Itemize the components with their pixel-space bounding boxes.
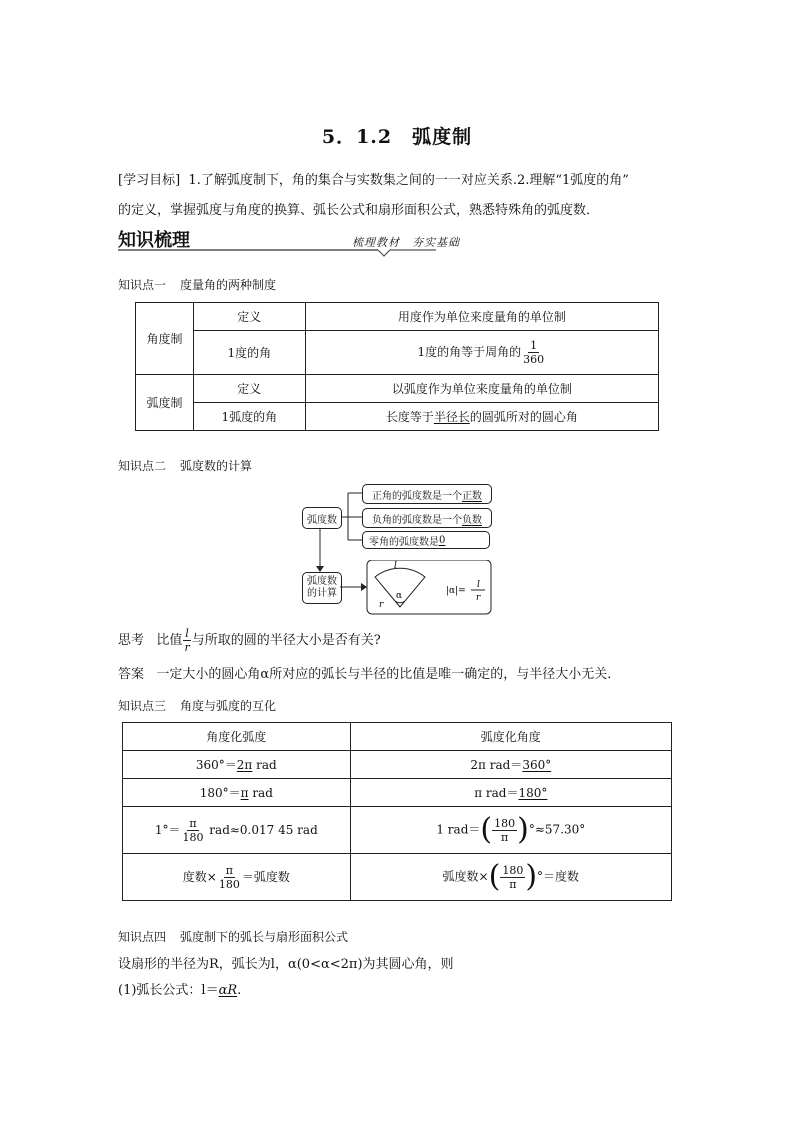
text-fragment: 与所取的圆的半径大小是否有关? [191,633,381,648]
left-paren: ( [480,812,493,847]
objectives-label: [学习目标] [118,173,181,188]
kp1-label: 知识点一 [118,278,167,292]
kp4-heading [118,928,348,945]
degree-system-cell: 角度制 [136,303,194,375]
think-label: 思考 [118,633,145,648]
fraction-numerator: 1 [530,339,538,352]
positive-angle-node [362,484,492,504]
table-cell [123,779,351,807]
arc-length-label: l [394,561,397,571]
fraction [217,864,242,891]
kp1-heading [118,276,276,293]
kp3-title: 角度与弧度的互化 [180,699,277,713]
text-fragment: 2π rad＝ [470,758,523,772]
right-paren: ) [525,859,538,894]
kp3-heading [118,697,276,714]
learning-objectives [118,166,678,226]
fraction [500,864,525,891]
formula-denominator: r [476,593,481,603]
text-fragment: 比值 [156,633,183,648]
radian-measure-node: 弧度数 [302,507,342,529]
table-cell [123,751,351,779]
underlined-answer: 180° [518,786,548,800]
kp4-body [118,952,678,1004]
text-fragment: 度数× [182,869,217,884]
fraction-numerator: 180 [502,863,524,877]
left-paren: ( [488,859,501,894]
answer-text: 一定大小的圆心角α所对应的弧长与半径的比值是唯一确定的，与半径大小无关． [156,667,621,682]
text-fragment: 180°＝ [199,786,241,800]
text-fragment: 长度等于 [385,410,434,424]
text-fragment: rad [252,758,277,772]
right-paren: ) [517,812,529,847]
radius-label: r [379,600,384,610]
underlined-answer: 2π [236,758,253,772]
fraction-denominator: 180 [182,830,204,844]
text-fragment: °≈57.30° [528,822,586,837]
section-banner-subtitle: 梳理教材 夯实基础 [352,236,460,249]
table-cell [123,854,351,901]
table-cell [350,779,671,807]
formula-numerator: l [477,580,480,590]
underlined-answer: 半径长 [433,410,470,424]
text-fragment: 弧度数× [442,869,489,884]
text-fragment: 的圆弧所对的圆心角 [469,410,578,424]
kp2-heading [118,457,252,474]
conversion-table [122,722,672,901]
text-fragment: 负角的弧度数是一个 [372,514,462,526]
table-cell [305,331,658,375]
kp1-title: 度量角的两种制度 [180,278,277,292]
text-fragment: 弧度数 [307,576,337,587]
kp2-label: 知识点二 [118,459,167,473]
calculation-node [302,572,342,604]
answer-label: 答案 [118,667,145,682]
fraction-numerator: l [185,627,189,640]
text-fragment: . [237,983,242,998]
kp4-line-2 [118,978,678,1004]
table-cell [350,854,671,901]
section-banner-title: 知识梳理 [118,230,190,251]
fraction-denominator: r [184,641,190,654]
text-fragment: ＝弧度数 [241,869,290,884]
underlined-answer: 0 [439,534,446,546]
underlined-answer: 正数 [462,490,482,502]
kp4-line-1: 设扇形的半径为R，弧长为l，α(0<α<2π)为其圆心角，则 [118,957,454,972]
fraction-denominator: 360 [523,353,545,366]
table-cell: 定义 [193,303,305,331]
fraction [182,627,191,654]
sector-figure [340,560,492,615]
table-cell: 以弧度作为单位来度量角的单位制 [305,375,658,403]
angle-label: α [396,591,403,601]
table-cell: 1弧度的角 [193,403,305,431]
text-fragment: π rad＝ [474,786,519,800]
radian-system-cell: 弧度制 [136,375,194,431]
underlined-answer: π [240,786,249,800]
page-title: 5．1.2 弧度制 [321,126,473,148]
table-cell: 用度作为单位来度量角的单位制 [305,303,658,331]
text-fragment: rad≈0.017 45 rad [205,822,318,837]
fraction-denominator: 180 [218,877,240,891]
objectives-text-1: 1.了解弧度制下，角的集合与实数集之间的一一对应关系.2.理解“1弧度的角” [188,173,629,188]
text-fragment: °＝度数 [537,869,580,884]
fraction-numerator: π [189,816,197,830]
kp2-title: 弧度数的计算 [180,459,253,473]
table-cell [350,751,671,779]
table-cell [305,403,658,431]
underlined-answer: 360° [522,758,552,772]
one-degree-text: 1度的角等于周角的 [417,345,522,359]
fraction [492,817,517,844]
table-cell [123,807,351,854]
kp4-title: 弧度制下的弧长与扇形面积公式 [180,930,349,944]
angle-systems-table [135,302,659,431]
text-fragment: 1 rad＝ [436,822,481,837]
text-fragment: 1°＝ [154,822,181,837]
negative-angle-node [362,508,492,528]
banner-divider [118,247,438,259]
table-header: 角度化弧度 [123,723,351,751]
kp3-label: 知识点三 [118,699,167,713]
table-cell [350,807,671,854]
underlined-answer: αR [218,983,238,998]
text-fragment: 的计算 [307,588,337,599]
think-question [118,627,678,654]
answer [118,665,698,685]
zero-angle-node [362,531,490,549]
table-cell: 1度的角 [193,331,305,375]
fraction-denominator: π [500,830,509,844]
table-cell: 定义 [193,375,305,403]
fraction [521,339,546,366]
objectives-text-2: 的定义，掌握弧度与角度的换算、弧长公式和扇形面积公式，熟悉特殊角的弧度数． [118,203,600,218]
underlined-answer: 负数 [462,514,482,526]
text-fragment: 正角的弧度数是一个 [372,490,462,502]
text-fragment: rad [248,786,273,800]
fraction [180,817,205,844]
text-fragment: (1)弧长公式：l＝ [118,983,219,998]
kp4-label: 知识点四 [118,930,167,944]
text-fragment: 零角的弧度数是 [369,536,439,548]
table-header: 弧度化角度 [350,723,671,751]
fraction-denominator: π [509,877,517,891]
fraction-numerator: π [225,863,233,877]
text-fragment: 360°＝ [195,758,237,772]
formula-left: |α|= [446,586,466,596]
fraction-numerator: 180 [494,816,516,830]
